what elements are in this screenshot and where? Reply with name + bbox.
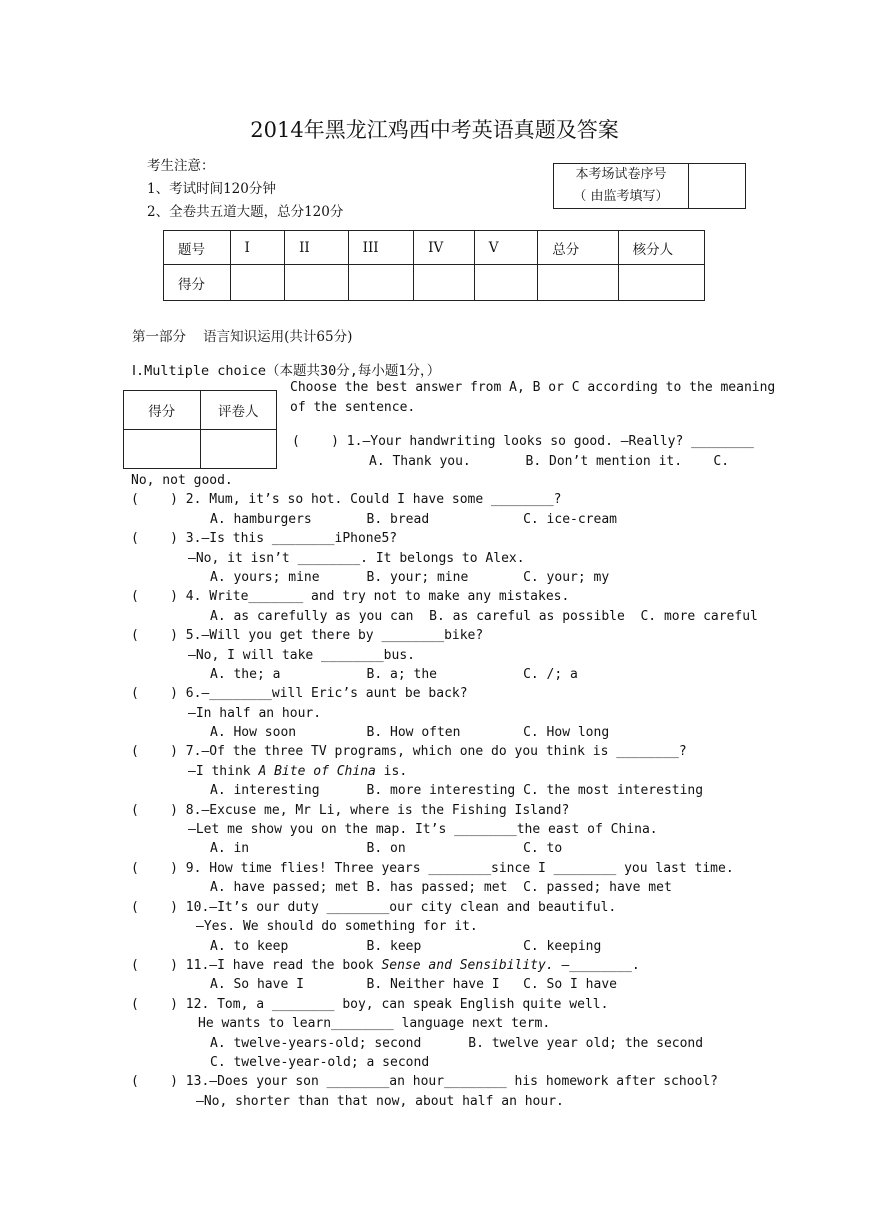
table-header: I: [230, 231, 285, 265]
grader-cell[interactable]: [200, 430, 277, 469]
score-cell[interactable]: [285, 265, 349, 301]
notice-heading: 考生注意：: [147, 158, 215, 174]
book-title: Sense and Sensibility.: [381, 958, 554, 973]
score-cell[interactable]: [124, 430, 201, 469]
score-cell[interactable]: [414, 265, 475, 301]
question-12-option-c: C. twelve-year-old; a second: [210, 1055, 430, 1070]
question-10: ( ) 10.—It’s our duty ________our city clean and beautiful.: [131, 900, 617, 915]
question-10-response: —Yes. We should do something for it.: [196, 919, 478, 934]
question-6: ( ) 6.—________will Eric’s aunt be back?: [131, 686, 468, 701]
part-heading: 第一部分 语言知识运用(共计65分): [132, 329, 353, 345]
table-header: 总分: [538, 231, 618, 265]
table-row: [164, 265, 705, 301]
score-label: 得分: [124, 391, 201, 430]
table-header: 题号: [164, 231, 231, 265]
section-heading: Ⅰ.Multiple choice（本题共30分,每小题1分，）: [132, 363, 441, 379]
score-row-label: 得分: [164, 265, 231, 301]
instruction-text: of the sentence.: [290, 400, 416, 415]
notice-item: 1、考试时间120分钟: [147, 181, 276, 197]
question-12-continuation: He wants to learn________ language next term.: [198, 1016, 551, 1031]
question-7-response: —I think A Bite of China is.: [188, 764, 408, 779]
question-3-options: A. yours; mine B. your; mine C. your; my: [210, 570, 610, 585]
question-4-options: A. as carefully as you can B. as careful as possible C. more careful: [210, 609, 758, 624]
question-11: ( ) 11.—I have read the book Sense and Sensibility. —________.: [131, 958, 640, 973]
table-row: [164, 231, 705, 265]
question-8-options: A. in B. on C. to: [210, 841, 563, 856]
question-7: ( ) 7.—Of the three TV programs, which one do you think is ________?: [131, 744, 687, 759]
page-title: 2014年黑龙江鸡西中考英语真题及答案: [250, 118, 619, 142]
table-header: IV: [414, 231, 475, 265]
grader-box: [123, 390, 277, 469]
table-header: II: [285, 231, 349, 265]
question-2-options: A. hamburgers B. bread C. ice-cream: [210, 512, 617, 527]
question-4: ( ) 4. Write_______ and try not to make any mistakes.: [131, 589, 570, 604]
question-8: ( ) 8.—Excuse me, Mr Li, where is the Fishing Island?: [131, 803, 570, 818]
question-6-response: —In half an hour.: [188, 706, 322, 721]
table-header: V: [474, 231, 538, 265]
seat-number-label: 本考场试卷序号 （ 由监考填写）: [554, 164, 689, 209]
question-5: ( ) 5.—Will you get there by ________bike?: [131, 628, 484, 643]
score-table: [163, 230, 705, 301]
book-title: A Bite of China: [258, 764, 376, 779]
table-header: III: [348, 231, 414, 265]
question-12-options: A. twelve-years-old; second B. twelve year old; the second: [210, 1036, 704, 1051]
score-cell[interactable]: [348, 265, 414, 301]
question-10-options: A. to keep B. keep C. keeping: [210, 939, 602, 954]
seat-number-box: [553, 163, 746, 209]
question-11-options: A. So have I B. Neither have I C. So I have: [210, 977, 617, 992]
score-cell[interactable]: [230, 265, 285, 301]
seat-number-cell[interactable]: [689, 164, 746, 209]
score-cell[interactable]: [618, 265, 704, 301]
question-5-options: A. the; a B. a; the C. /; a: [210, 667, 578, 682]
score-cell[interactable]: [474, 265, 538, 301]
question-7-options: A. interesting B. more interesting C. the most interesting: [210, 783, 704, 798]
question-9-options: A. have passed; met B. has passed; met C. passed; have met: [210, 880, 672, 895]
question-3-response: —No, it isn’t ________. It belongs to Alex.: [188, 551, 525, 566]
grader-label: 评卷人: [200, 391, 277, 430]
question-3: ( ) 3.—Is this ________iPhone5?: [131, 531, 398, 546]
question-13-response: —No, shorter than that now, about half an hour.: [196, 1094, 564, 1109]
question-9: ( ) 9. How time flies! Three years ________since I ________ you last time.: [131, 861, 734, 876]
question-1: ( ) 1.—Your handwriting looks so good. —Really? ________: [292, 434, 754, 449]
question-5-response: —No, I will take ________bus.: [188, 648, 415, 663]
table-header: 核分人: [618, 231, 704, 265]
question-13: ( ) 13.—Does your son ________an hour________ his homework after school?: [131, 1074, 718, 1089]
question-2: ( ) 2. Mum, it’s so hot. Could I have some ________?: [131, 492, 562, 507]
question-6-options: A. How soon B. How often C. How long: [210, 725, 610, 740]
question-1-options: A. Thank you. B. Don’t mention it. C.: [369, 454, 730, 469]
notice-item: 2、全卷共五道大题，总分120分: [147, 204, 344, 220]
score-cell[interactable]: [538, 265, 618, 301]
question-8-response: —Let me show you on the map. It’s ________the east of China.: [188, 822, 658, 837]
instruction-text: Choose the best answer from A, B or C according to the meaning: [290, 380, 776, 395]
question-12: ( ) 12. Tom, a ________ boy, can speak English quite well.: [131, 997, 609, 1012]
question-1-option-c: No, not good.: [131, 473, 233, 488]
